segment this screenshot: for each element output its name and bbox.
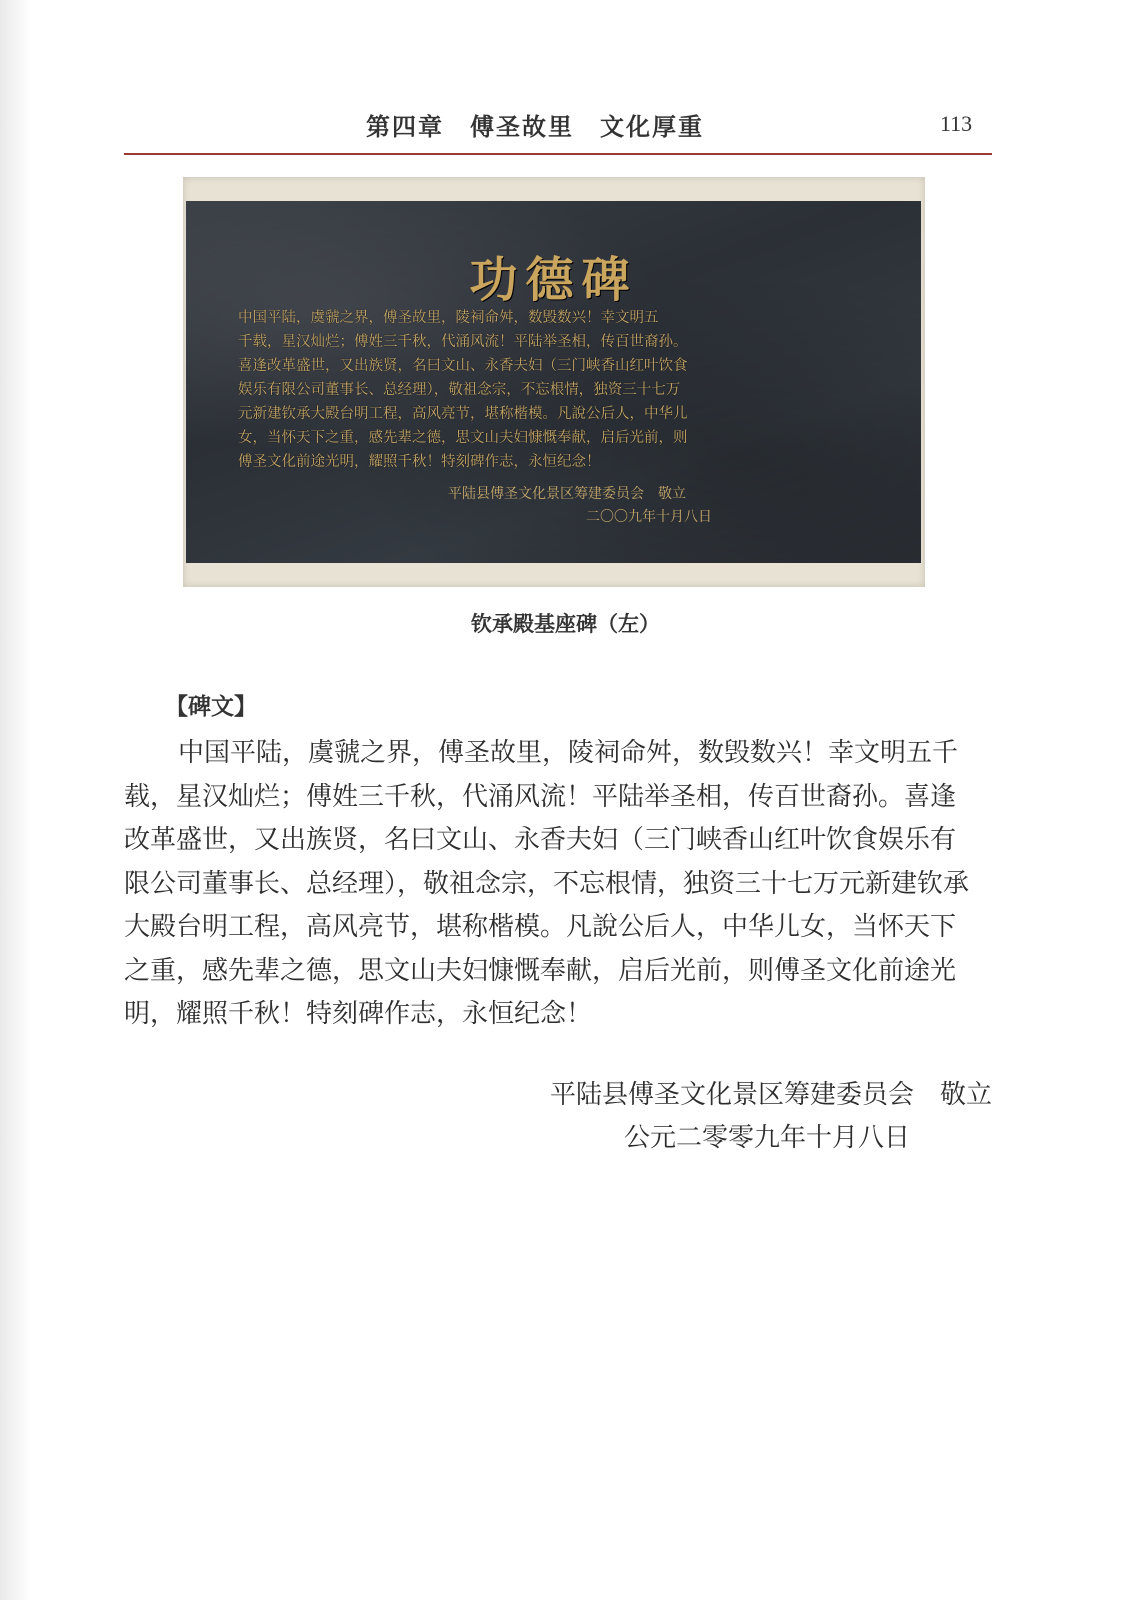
stele-line: 傅圣文化前途光明，耀照千秋！特刻碑作志，永恒纪念！ [238, 454, 601, 470]
date-line: 公元二零零九年十月八日 [624, 1123, 911, 1153]
inscription-text [124, 732, 992, 1037]
text-line: 载，星汉灿烂；傅姓三千秋，代涌风流！平陆举圣相，传百世裔孙。喜逢 [124, 781, 957, 812]
text-line: 限公司董事长、总经理），敬祖念宗，不忘根情，独资三十七万元新建钦承 [124, 868, 970, 899]
text-line: 大殿台明工程，高风亮节，堪称楷模。凡說公后人，中华儿女，当怀天下 [124, 912, 957, 942]
stele-line: 元新建钦承大殿台明工程，高风亮节，堪称楷模。凡說公后人，中华儿 [238, 406, 688, 422]
text-line: 改革盛世，又出族贤，名曰文山、永香夫妇（三门峡香山红叶饮食娱乐有 [124, 825, 957, 855]
stele-inscription [238, 306, 898, 474]
page-number: 113 [940, 111, 973, 136]
text-line: 之重，感先辈之德，思文山夫妇慷慨奉献，启后光前，则傅圣文化前途光 [124, 955, 957, 986]
page-edge-shadow [0, 0, 30, 1600]
running-head: 第四章 傅圣故里 文化厚重 [366, 113, 704, 141]
stele-tablet [186, 201, 921, 563]
stele-line: 娱乐有限公司董事长、总经理），敬祖念宗，不忘根情，独资三十七万 [238, 382, 681, 398]
stele-line: 千载，星汉灿烂；傅姓三千秋，代涌风流！平陆举圣相，传百世裔孙。 [238, 334, 688, 350]
section-title: 【碑文】 [165, 694, 257, 720]
text-line: 中国平陆，虞虢之界，傅圣故里，陵祠命舛，数毁数兴！幸文明五千 [178, 738, 959, 768]
stele-signature: 平陆县傅圣文化景区筹建委员会 敬立 [448, 486, 686, 502]
stele-line: 女，当怀天下之重，感先辈之德，思文山夫妇慷慨奉献，启后光前，则 [238, 430, 688, 446]
text-line: 明，耀照千秋！特刻碑作志，永恒纪念！ [124, 999, 593, 1029]
stele-line: 中国平陆，虞虢之界，傅圣故里，陵祠命舛，数毁数兴！幸文明五 [238, 310, 659, 326]
header-rule [124, 153, 992, 155]
stele-title: 功德碑 [469, 252, 638, 308]
signature-line: 平陆县傅圣文化景区筹建委员会 敬立 [549, 1080, 992, 1110]
photo-caption: 钦承殿基座碑（左） [471, 612, 660, 636]
stele-line: 喜逢改革盛世，又出族贤，名曰文山、永香夫妇（三门峡香山红叶饮食 [238, 358, 688, 374]
stele-date: 二〇〇九年十月八日 [586, 509, 712, 525]
